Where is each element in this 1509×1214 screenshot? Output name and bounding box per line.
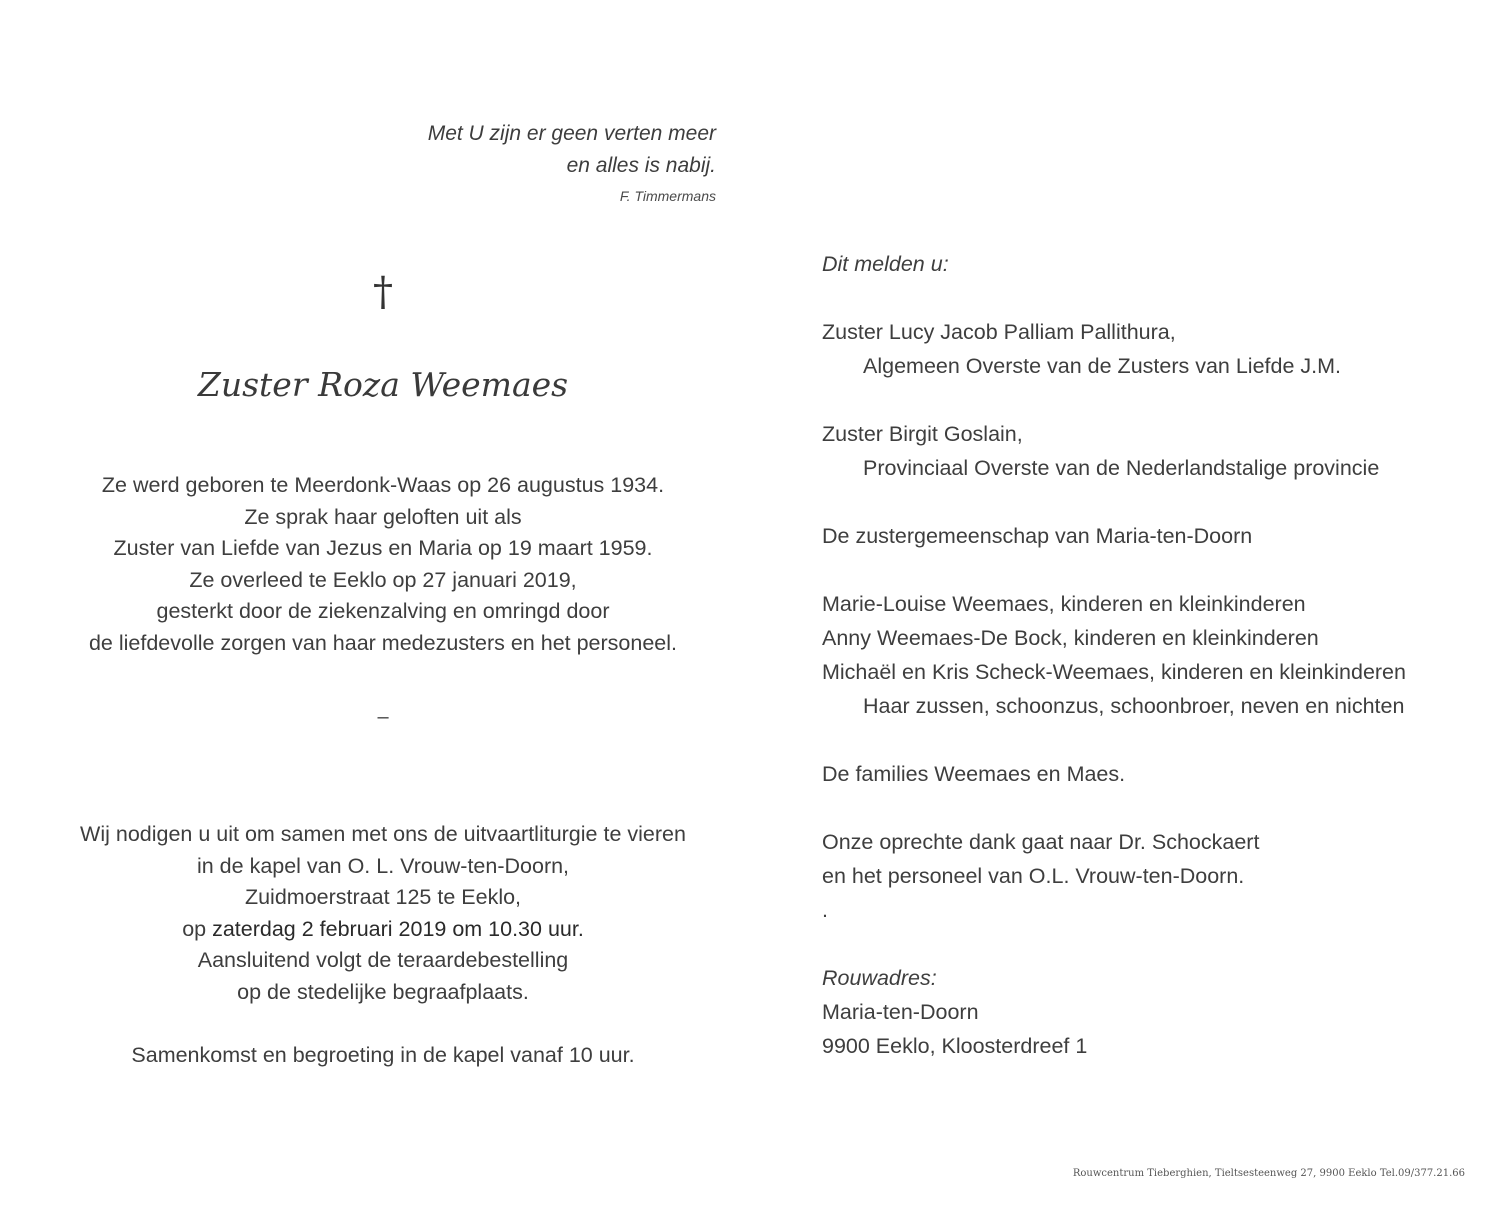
- bio-line: Ze sprak haar geloften uit als: [244, 504, 522, 529]
- date-prefix: op: [182, 916, 213, 941]
- address-line: Maria-ten-Doorn: [822, 1000, 979, 1024]
- funeral-home-footer: Rouwcentrum Tieberghien, Tieltsesteenweg 27, 9900 Eeklo Tel.09/377.21.66: [1072, 1168, 1465, 1179]
- community-line: De zustergemeenschap van Maria-ten-Doorn: [822, 524, 1253, 548]
- invitation: [33, 819, 733, 1071]
- intro-line: Dit melden u:: [822, 252, 949, 276]
- quote-line-1: Met U zijn er geen verten meer: [427, 122, 716, 145]
- bio-line: Ze werd geboren te Meerdonk-Waas op 26 augustus 1934.: [101, 473, 665, 497]
- bio-line: gesterkt door de ziekenzalving en omringd door: [156, 599, 610, 623]
- separator-dash: –: [377, 706, 389, 728]
- announcer-role: Algemeen Overste van de Zusters van Liefde J.M.: [863, 354, 1342, 378]
- family-line-indented: Haar zussen, schoonzus, schoonbroer, neven en nichten: [863, 694, 1405, 718]
- thanks-line: en het personeel van O.L. Vrouw-ten-Doorn.: [822, 864, 1245, 888]
- bio-line: Zuster van Liefde van Jezus en Maria op 19 maart 1959.: [113, 536, 653, 560]
- announcer-role: Provinciaal Overste van de Nederlandstalige provincie: [863, 456, 1380, 480]
- biography: [33, 470, 733, 659]
- announcer-name: Zuster Birgit Goslain,: [822, 422, 1023, 446]
- quote-author: F. Timmermans: [619, 188, 716, 204]
- announcer-name: Zuster Lucy Jacob Palliam Pallithura,: [822, 320, 1176, 344]
- invitation-line: Zuidmoerstraat 125 te Eeklo,: [244, 885, 522, 909]
- burial-line: op de stedelijke begraafplaats.: [237, 979, 529, 1004]
- address-line: 9900 Eeklo, Kloosterdreef 1: [822, 1034, 1088, 1058]
- burial-line: Aansluitend volgt de teraardebestelling: [197, 948, 569, 972]
- funeral-date-line: [33, 914, 733, 946]
- funeral-date: zaterdag 2 februari 2019 om 10.30 uur.: [212, 916, 584, 941]
- dot-line: .: [822, 898, 828, 922]
- announcers: [822, 247, 1482, 1063]
- family-line: Anny Weemaes-De Bock, kinderen en kleinkinderen: [822, 626, 1319, 650]
- bio-line: de liefdevolle zorgen van haar medezusters en het personeel.: [88, 630, 678, 655]
- cross-icon: †: [373, 269, 393, 315]
- opening-quote: [300, 118, 716, 206]
- gathering-line: Samenkomst en begroeting in de kapel vanaf 10 uur.: [131, 1042, 635, 1067]
- invitation-line: Wij nodigen u uit om samen met ons de uitvaartliturgie te vieren: [80, 822, 686, 846]
- bio-line: Ze overleed te Eeklo op 27 januari 2019,: [189, 567, 577, 592]
- thanks-line: Onze oprechte dank gaat naar Dr. Schockaert: [822, 830, 1260, 854]
- invitation-line: in de kapel van O. L. Vrouw-ten-Doorn,: [196, 853, 570, 878]
- families-line: De families Weemaes en Maes.: [822, 762, 1126, 786]
- family-line: Michaël en Kris Scheck-Weemaes, kinderen en kleinkinderen: [822, 660, 1406, 684]
- family-line: Marie-Louise Weemaes, kinderen en kleinkinderen: [822, 592, 1306, 616]
- deceased-name: Zuster Roza Weemaes: [197, 365, 569, 404]
- address-label: Rouwadres:: [822, 966, 937, 990]
- quote-line-2: en alles is nabij.: [566, 154, 716, 177]
